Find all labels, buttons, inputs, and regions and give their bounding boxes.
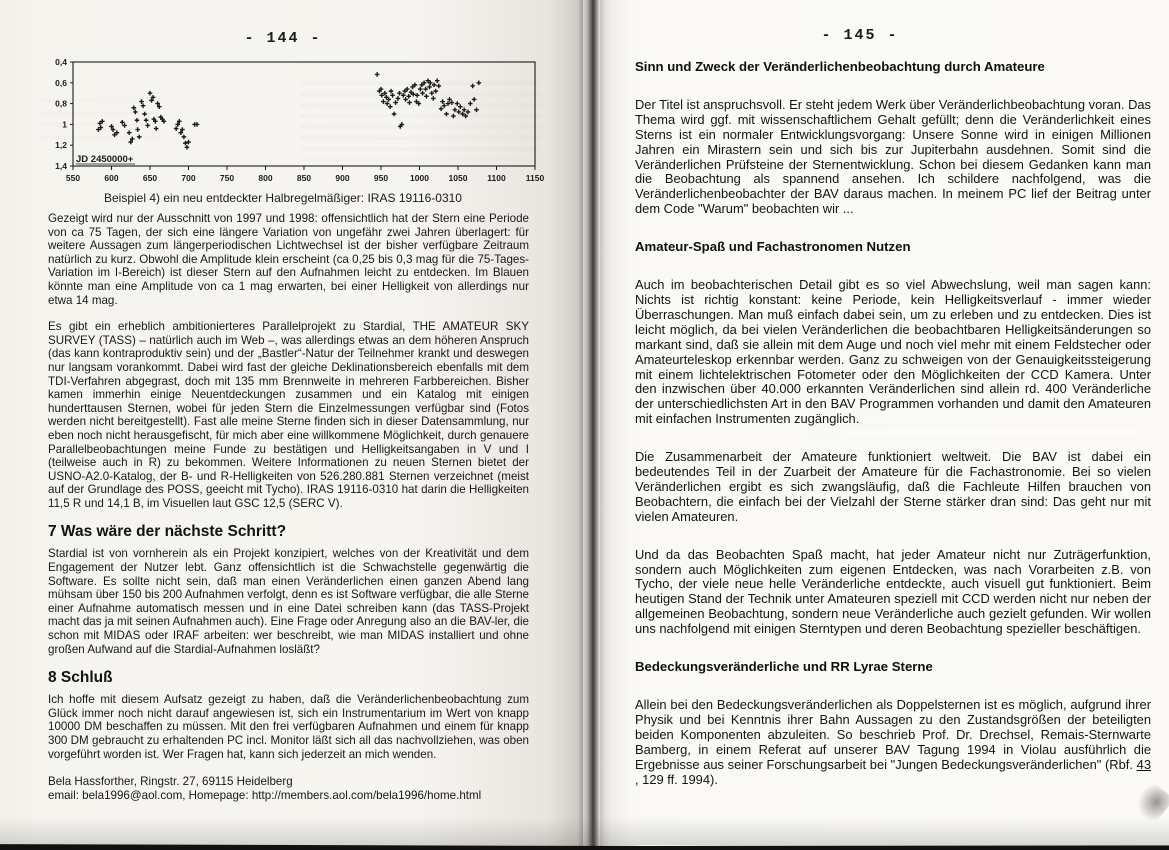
svg-text:1150: 1150 bbox=[525, 173, 545, 183]
paragraph-text: , 129 ff. 1994). bbox=[635, 771, 718, 787]
section-heading-8: 8 Schluß bbox=[48, 669, 113, 687]
paragraph-text: Allein bei den Bedeckungsveränderlichen als Doppelsternen ist es möglich, aufgrund ihrer Physik und bei Kenntnis ihrer Bahn Aussagen zu den Zustandsgrößen der beteiligten beiden Komponenten abzuleiten. So beschrieb Prof. Dr. Drechsel, Remais-Sternwarte Bamberg, in einem Referat auf unserer BAV Tagung 1994 in Violau ausführlich die Ergebnisse aus seiner Forschungsarbeit bei "Jungen Bedeckungsveränderlichen" (Rbf. bbox=[635, 697, 1151, 772]
page-gutter-shadow bbox=[578, 0, 605, 850]
literature-reference: 43 bbox=[1136, 756, 1151, 772]
subheading-bedeckungsveraenderliche: Bedeckungsveränderliche und RR Lyrae Sterne bbox=[635, 659, 933, 675]
svg-text:1100: 1100 bbox=[487, 173, 506, 183]
page-number-left: - 144 - bbox=[244, 30, 322, 47]
author-contact: email: bela1996@aol.com, Homepage: http://members.aol.com/bela1996/home.html bbox=[48, 788, 482, 802]
svg-text:1000: 1000 bbox=[410, 173, 429, 183]
svg-text:550: 550 bbox=[65, 173, 81, 183]
paragraph: Auch im beobachterischen Detail gibt es so viel Abwechslung, weil man sagen kann: Nichts ist richtig konstant: keine Periode, kein Helligkeitsverlauf - immer wieder Überraschungen. Man muß einfach dabei sein, um zu erleben und zu entdecken. Dies ist leicht möglich, da bei vielen Veränderlichen die beobachtbaren Helligkeitsänderungen so markant sind, daß sie allein mit dem Auge und noch viel mehr mit einem Feldstecher oder Amateurteleskop erkennbar werden. Ganz zu schweigen von der Genauigkeitssteigerung mit einem lichtelektrischen Fotometer oder den Möglichkeiten der CCD Kamera. Unter den inzwischen über 40.000 erkannten Veränderlichen sind allein rd. 400 Veränderliche der unterschiedlichsten Art in den BAV Programmen vorhanden und damit den Amateuren mit einfachen Instrumenten zugänglich. bbox=[635, 277, 1151, 427]
lightcurve-svg bbox=[40, 56, 552, 194]
svg-text:JD 2450000+: JD 2450000+ bbox=[76, 154, 134, 165]
svg-text:0,6: 0,6 bbox=[55, 77, 67, 88]
page-number-right: - 145 - bbox=[821, 27, 899, 44]
svg-text:800: 800 bbox=[258, 173, 273, 183]
svg-text:1050: 1050 bbox=[448, 173, 468, 183]
svg-text:1,4: 1,4 bbox=[55, 161, 67, 171]
svg-text:950: 950 bbox=[373, 173, 389, 183]
paragraph bbox=[635, 698, 1151, 787]
paragraph: Die Zusammenarbeit der Amateure funktioniert weltweit. Die BAV ist dabei ein bedeutendes Teil in der Zuarbeit der Amateure für die Fachastronomie. Bei so vielen Veränderlichen ergibt es sich zwangsläufig, daß die Fachleute Hilfen brauchen von Beobachtern, die einfach bei der Vielzahl der Sterne stärker dran sind: Das geht nur mit vielen Amateuren. bbox=[635, 449, 1151, 524]
paragraph: Und da das Beobachten Spaß macht, hat jeder Amateur nicht nur Zuträgerfunktion, sondern auch Möglichkeiten zum eigenen Entdecken, was nach Vorarbeiten z.B. von Tycho, der viele neue helle Veränderliche entdeckte, auch visuell gut funktioniert. Beim heutigen Stand der Technik unter Amateuren speziell mit CCD werden nicht nur neben der allgemeinen Beobachtung, sondern neue Veränderliche auch gezielt gefunden. Wir wollen uns nachfolgend mit einigen Sterntypen und deren Beobachtung spezieller beschäftigen. bbox=[635, 546, 1151, 637]
page-left-144 bbox=[0, 0, 583, 850]
scan-bottom-shadow bbox=[0, 817, 1169, 845]
author-address: Bela Hassforther, Ringstr. 27, 69115 Heidelberg bbox=[48, 775, 293, 789]
paragraph: Der Titel ist anspruchsvoll. Er steht jedem Werk über Veränderlichbeobachtung voran. Das Thema wird ggf. mit wissenschaftlichem Gehalt gefüllt; denn die Veränderlichkeit eines Sterns ist ein normaler Entwicklungsvorgang: Unsere Sonne wird in einigen Millionen Jahren ein Mirastern sein und sich bis zur Jupiterbahn ausdehnen. Somit sind die Veränderlichen Prüfsteine der Sternentwicklung. Schon bei diesem Gedanken kann man die Beobachtung als spannend ansehen. Ich schildere nachfolgend, was die Veränderlichenbeobachter der BAV daraus machen. In meinem PC lief der Beitrag unter dem Code "Warum" beobachten wir ... bbox=[635, 96, 1151, 217]
article-title: Sinn und Zweck der Veränderlichenbeobachtung durch Amateure bbox=[635, 59, 1045, 74]
chart-caption: Beispiel 4) ein neu entdeckter Halbregelmäßiger: IRAS 19116-0310 bbox=[104, 191, 462, 205]
paragraph: Gezeigt wird nur der Ausschnitt von 1997 und 1998: offensichtlich hat der Stern eine Periode von ca 75 Tagen, der sich eine längere Variation von ungefähr zwei Jahren überlagert: für weitere Aussagen zum längerperiodischen Lichtwechsel ist der bisher verfügbare Zeitraum natürlich zu kurz. Obwohl die Amplitude klein erscheint (ca 0,25 bis 0,3 mag für die 75-Tages-Variation im I-Bereich) ist dieser Stern auf den Aufnahmen leicht zu entdecken. Im Blauen könnte man eine Amplitude von ca 1 mag erwarten, bei einer Helligkeit von allerdings nur etwa 14 mag. bbox=[48, 212, 529, 307]
svg-text:0,4: 0,4 bbox=[55, 57, 67, 67]
paragraph: Es gibt ein erheblich ambitionierteres Parallelprojekt zu Stardial, THE AMATEUR SKY SURVEY (TASS) – natürlich auch im Web –, was allerdings etwas an dem höheren Anspruch (das kann kontraproduktiv sein) und der „Bastler“-Natur der Teilnehmer krankt und deswegen nur langsam vorankommt. Dabei wird fast der gleiche Deklinationsbereich ebenfalls mit dem TDI-Verfahren abgegrast, doch mit 135 mm Brennweite in mehreren Farbbereichen. Bisher kamen immerhin einige Neuentdeckungen zusammen und ein Katalog mit einigen hunderttausen Sternen, wobei für jeden Stern die Einzelmessungen verfügbar sind (Fotos werden nicht bereitgestellt). Fast alle meine Sterne finden sich in dieser Datensammlung, nur eben noch nicht herausgefischt, für mich aber eine willkommene Möglichkeit, durch genauere Parallelbeobachtungen meine Funde zu bestätigen und Helligkeitsangaben in V und I (teilweise auch in R) zu bekommen. Weitere Informationen zu neuen Sternen bietet der USNO-A2.0-Katalog, der B- und R-Helligkeiten von 526.280.881 Sternen verzeichnet (meist auf der Grundlage des POSS, geeicht mit Tycho). IRAS 19116-0310 hat darin die Helligkeiten 11,5 R und 14,1 B, im Visuellen laut GSC 12,5 (SERC V). bbox=[48, 320, 529, 510]
lightcurve-chart bbox=[40, 56, 552, 194]
svg-text:700: 700 bbox=[181, 173, 196, 183]
svg-text:1: 1 bbox=[62, 119, 67, 130]
paragraph: Ich hoffe mit diesem Aufsatz gezeigt zu haben, daß die Veränderlichenbeobachtung zum Glück immer noch nicht darauf angewiesen ist, sich ein Instrumentarium im Wert von knapp 10000 DM beschaffen zu müssen. Mit den frei verfügbaren Aufnahmen und einem für knapp 300 DM gebraucht zu erhaltenden PC incl. Monitor läßt sich all das nachvollziehen, was oben vorgeführt worden ist. Wer Fragen hat, kann sich jederzeit an mich wenden. bbox=[48, 693, 529, 761]
svg-text:650: 650 bbox=[142, 173, 158, 183]
svg-text:900: 900 bbox=[335, 173, 350, 183]
left-text-column bbox=[48, 212, 529, 803]
svg-text:0,8: 0,8 bbox=[55, 98, 67, 109]
svg-text:1,2: 1,2 bbox=[55, 140, 67, 151]
svg-text:850: 850 bbox=[296, 173, 312, 183]
section-heading-7: 7 Was wäre der nächste Schritt? bbox=[48, 523, 287, 541]
svg-text:600: 600 bbox=[104, 173, 119, 183]
subheading-amateur-spass: Amateur-Spaß und Fachastronomen Nutzen bbox=[635, 239, 911, 255]
author-address-block bbox=[48, 775, 529, 803]
svg-text:750: 750 bbox=[219, 173, 235, 183]
paragraph: Stardial ist von vornherein als ein Projekt konzipiert, welches von der Kreativität und dem Engagement der Nutzer lebt. Ganz offensichtlich ist die Schwachstelle gegenwärtig die Software. Es sollte nicht sein, daß man einen Veränderlichen einen ganzen Abend lang mühsam über 150 bis 200 Aufnahmen verfolgt, denn es ist Software verfügbar, die alle Sterne einer Aufnahme automatisch messen und in eine Datei schreiben kann (das TASS-Projekt macht das ja mit seinen Aufnahmen auch). Eine Frage oder Anregung also an die BAV-ler, die schon mit MIDAS oder IRAF arbeiten: wer beschreibt, wie man MIDAS installiert und ohne großen Aufwand auf die Stardial-Aufnahmen losläßt? bbox=[48, 547, 529, 656]
page-right-145 bbox=[600, 0, 1169, 850]
right-text-column bbox=[635, 60, 1151, 810]
